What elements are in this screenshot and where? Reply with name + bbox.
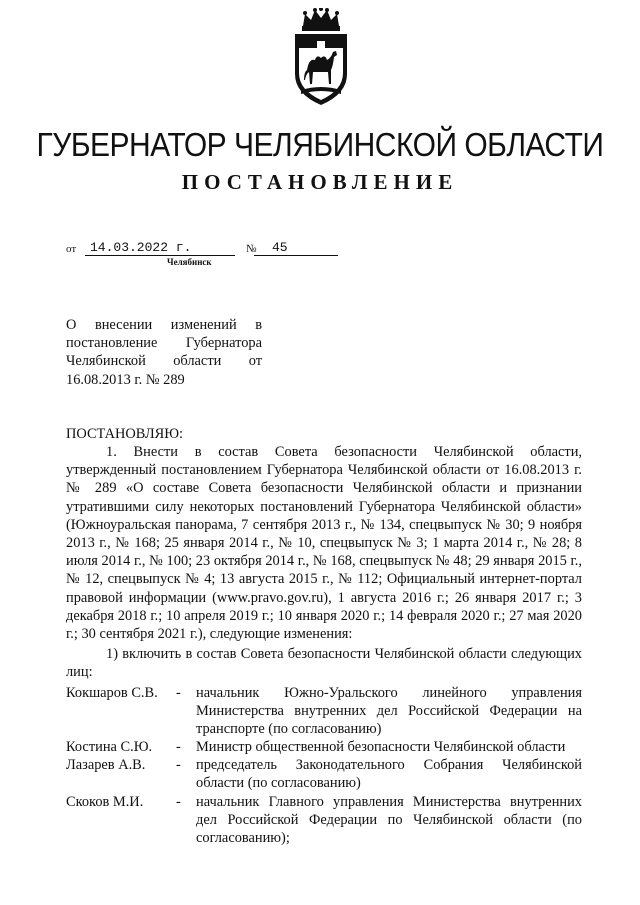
- member-position: начальник Южно-Уральского линейного управления Министерства внутренних дел Российской Федерации на транспорте (по согласованию): [196, 685, 582, 738]
- paragraph-1: 1. Внести в состав Совета безопасности Челябинской области, утвержденный постановлением Губернатора Челябинской области от 16.08.2013 г. № 289 «О составе Совета безопасности Челябинской области и признании утратившими силу некоторых постановлений Губернатора Челябинской области» (Южноуральская панорама, 7 сентября 2013 г., № 134, спецвыпуск № 30; 9 ноября 2013 г., № 168; 25 января 2014 г., № 10, спецвыпуск № 3; 1 марта 2014 г., № 28; 8 июля 2014 г., № 100; 23 октября 2014 г., № 168, спецвыпуск № 48; 29 января 2015 г., № 12, спецвыпуск № 4; 13 августа 2015 г., № 112; Официальный интернет-портал правовой информации (www.pravo.gov.ru), 1 августа 2016 г.; 26 января 2017 г.; 3 декабря 2018 г.; 10 апреля 2019 г.; 10 января 2020 г.; 14 февраля 2020 г.; 27 мая 2020 г.; 30 сентября 2021 г.), следующие изменения:: [66, 444, 582, 643]
- member-dash: -: [176, 739, 181, 755]
- resolve-heading: ПОСТАНОВЛЯЮ:: [66, 426, 184, 442]
- member-name: Костина С.Ю.: [66, 739, 153, 755]
- member-position: Министр общественной безопасности Челябинской области: [196, 739, 566, 755]
- member-dash: -: [176, 794, 181, 810]
- member-dash: -: [176, 685, 181, 701]
- document-type-title: ПОСТАНОВЛЕНИЕ: [181, 170, 459, 194]
- document-subject: О внесении изменений в постановление Губернатора Челябинской области от 16.08.2013 г. № 289: [66, 317, 262, 388]
- date-underline: [85, 255, 235, 256]
- document-number: 45: [272, 240, 288, 255]
- member-position: начальник Главного управления Министерства внутренних дел Российской Федерации по Челябинской области (по согласованию);: [196, 794, 582, 847]
- number-label: №: [246, 243, 257, 255]
- coat-of-arms-icon: [289, 8, 353, 108]
- document-date: 14.03.2022 г.: [90, 240, 192, 255]
- city-label: Челябинск: [167, 257, 212, 267]
- number-underline: [254, 255, 338, 256]
- member-name: Кокшаров С.В.: [66, 685, 158, 701]
- from-label: от: [66, 243, 77, 255]
- crown-icon: [302, 8, 340, 31]
- member-name: Лазарев А.В.: [66, 757, 146, 773]
- member-dash: -: [176, 757, 181, 773]
- governor-title: ГУБЕРНАТОР ЧЕЛЯБИНСКОЙ ОБЛАСТИ: [36, 127, 604, 164]
- member-name: Скоков М.И.: [66, 794, 144, 810]
- member-position: председатель Законодательного Собрания Челябинской области (по согласованию): [196, 757, 582, 792]
- subparagraph-1: 1) включить в состав Совета безопасности Челябинской области следующих лиц:: [66, 646, 582, 681]
